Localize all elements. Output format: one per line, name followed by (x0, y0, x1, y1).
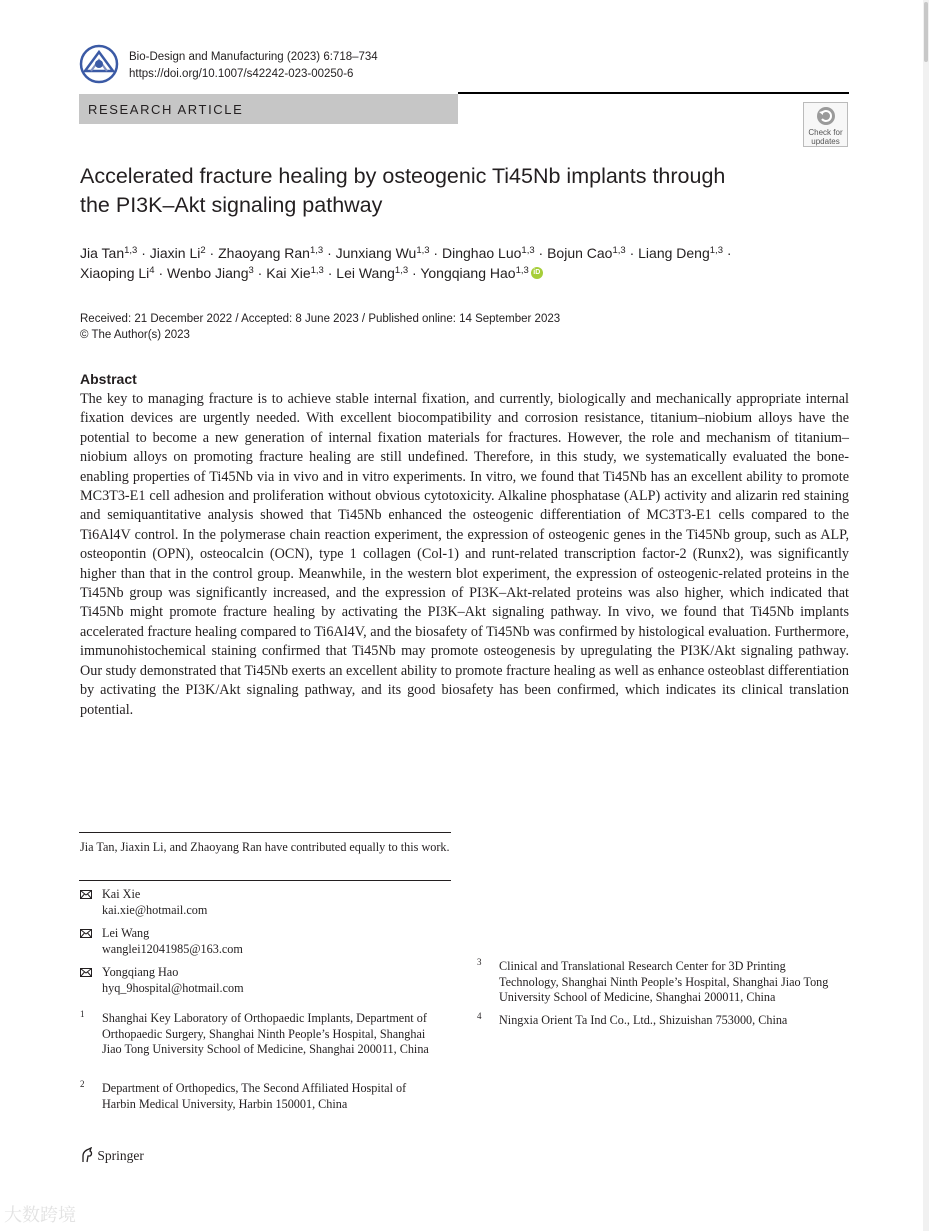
article-type-banner (79, 94, 458, 124)
article-type: RESEARCH ARTICLE (88, 102, 244, 117)
affiliation (80, 1081, 440, 1112)
author-list (80, 243, 840, 283)
affiliation-number: 3 (477, 957, 482, 967)
abstract-heading: Abstract (80, 371, 137, 387)
corresponding-name: Lei Wang (102, 926, 150, 940)
author[interactable]: Dinghao Luo$^{1,3}$ (442, 245, 535, 261)
author-line-2: Xiaoping $Li^4$ · Wenbo Jiang$^3$ · Kai Xie$^{1,3}$ · Lei Wang$^{1,3}$ · Yongqiang Hao$^{1,3}$ iD (80, 263, 840, 283)
scrollbar-thumb[interactable] (924, 2, 928, 62)
publication-dates (80, 311, 560, 343)
article-title (80, 162, 800, 220)
journal-logo (79, 44, 119, 84)
title-line-1: Accelerated fracture healing by osteogenic Ti45Nb implants through (80, 164, 726, 188)
watermark: 大数跨境 (4, 1205, 76, 1226)
author[interactable]: Xiaoping Li$^4$ (80, 265, 155, 281)
author[interactable]: Zhaoyang Ran$^{1,3}$ (218, 245, 324, 261)
corresponding-email[interactable]: kai.xie@hotmail.com (102, 902, 208, 917)
dates-line: Received: 21 December 2022 / Accepted: 8 June 2023 / Published online: 14 September 2023 (80, 313, 561, 325)
equal-contribution-note: Jia Tan, Jiaxin Li, and Zhaoyang Ran have contributed equally to this work. (80, 840, 450, 854)
copyright: © The Author(s) 2023 (80, 329, 190, 341)
journal-citation: Bio-Design and Manufacturing (2023) 6:718–734 (129, 51, 378, 63)
envelope-icon (80, 890, 92, 899)
envelope-icon (80, 929, 92, 938)
corresponding-name: Yongqiang Hao (102, 965, 179, 979)
author[interactable]: Junxiang Wu$^{1,3}$ (335, 245, 430, 261)
publisher-logo (80, 1147, 144, 1164)
envelope-icon (80, 968, 92, 977)
header-rule (458, 92, 849, 94)
corresponding-name: Kai Xie (102, 887, 141, 901)
check-updates-icon (816, 106, 836, 126)
author[interactable]: Kai Xie$^{1,3}$ (266, 265, 324, 281)
affiliation-number: 2 (80, 1079, 85, 1089)
affiliation (477, 1013, 837, 1029)
affiliation (80, 1011, 440, 1058)
journal-info (129, 49, 378, 83)
author[interactable]: Lei Wang$^{1,3}$ (336, 265, 409, 281)
corresponding-author (80, 926, 460, 957)
affiliation-text: Shanghai Key Laboratory of Orthopaedic Implants, Department of Orthopaedic Surgery, Shanghai Ninth People’s Hospital, Shanghai Jiao Tong University School of Medicine, Shanghai 200011, China (102, 1011, 429, 1057)
corresponding-author (80, 887, 460, 918)
author[interactable]: Jia Tan$^{1,3}$ (80, 245, 138, 261)
publisher-name: Springer (97, 1148, 144, 1163)
springer-horse-icon (80, 1147, 94, 1163)
check-updates-label: Check for updates (808, 128, 843, 146)
author[interactable]: Jiaxin Li$^2$ (149, 245, 206, 261)
author-line-1: Jia Tan$^{1,3}$ · Jiaxin $Li^2$ · Zhaoyang Ran$^{1,3}$ · Junxiang Wu$^{1,3}$ · Dinghao Luo$^{1,3}$ · Bojun Cao$^{1,3}$ · Liang Deng$^{1,3}$ · (80, 245, 732, 261)
orcid-icon[interactable]: iD (531, 267, 543, 279)
corresponding-email[interactable]: hyq_9hospital@hotmail.com (102, 980, 244, 995)
affiliation-text: Department of Orthopedics, The Second Affiliated Hospital of Harbin Medical University, Harbin 150001, China (102, 1081, 407, 1111)
check-for-updates-badge[interactable] (803, 102, 848, 147)
author[interactable]: Wenbo Jiang$^3$ (167, 265, 254, 281)
footnote-rule-bottom (79, 880, 451, 881)
affiliation-text: Ningxia Orient Ta Ind Co., Ltd., Shizuishan 753000, China (499, 1013, 788, 1027)
scrollbar[interactable] (923, 0, 929, 1231)
affiliation-number: 1 (80, 1009, 85, 1019)
affiliation-number: 4 (477, 1011, 482, 1021)
title-line-2: the PI3K–Akt signaling pathway (80, 193, 383, 217)
author[interactable]: Liang Deng$^{1,3}$ (638, 245, 723, 261)
corresponding-email[interactable]: wanglei12041985@163.com (102, 941, 243, 956)
author[interactable]: Yongqiang Hao$^{1,3}$ (420, 265, 529, 281)
author[interactable]: Bojun Cao$^{1,3}$ (547, 245, 626, 261)
footnote-rule-top (79, 832, 451, 833)
corresponding-author (80, 965, 460, 996)
abstract-text: The key to managing fracture is to achieve stable internal fixation, and currently, biologically and mechanically appropriate internal fixation devices are urgently needed. With excellent biocompatibility and corrosion resistance, titanium–niobium alloys have the potential to become a new generation of internal fixation materials for fractures. However, the role and mechanism of titanium–niobium alloys on promoting fracture healing are still undefined. Therefore, in this study, we systematically evaluated the bone-enabling properties of Ti45Nb via in vivo and in vitro experiments. In vitro, we found that Ti45Nb has an excellent ability to promote MC3T3-E1 cell adhesion and proliferation without obvious cytotoxicity. Alkaline phosphatase (ALP) activity and alizarin red staining and semiquantitative analysis showed that Ti45Nb enhanced the osteogenic differentiation of MC3T3-E1 cells compared to the Ti6Al4V control. In the polymerase chain reaction experiment, the expression of osteogenic genes in the Ti45Nb group, such as ALP, osteopontin (OPN), osteocalcin (OCN), type 1 collagen (Col-1) and runt-related transcription factor-2 (Runx2), was significantly higher than that in the control group. Meanwhile, in the western blot experiment, the expression of osteogenic-related proteins in the Ti45Nb group was significantly increased, and the expression of PI3K–Akt-related proteins was also higher, which indicated that Ti45Nb might promote fracture healing by activating the PI3K–Akt signaling pathway. In vivo, we found that Ti45Nb implants accelerated fracture healing compared to Ti6Al4V, and the biosafety of Ti45Nb was confirmed by histological evaluation. Furthermore, immunohistochemical staining confirmed that Ti45Nb may promote osteogenesis by upregulating the PI3K/Akt signaling pathway. Our study demonstrated that Ti45Nb exerts an excellent ability to promote fracture healing as well as enhance osteoblast differentiation by activating the PI3K/Akt signaling pathway, and its good biosafety has been confirmed, which indicates its clinical translation potential. (80, 391, 849, 718)
affiliation-text: Clinical and Translational Research Center for 3D Printing Technology, Shanghai Ninth People’s Hospital, Shanghai Jiao Tong University School of Medicine, Shanghai 200011, China (499, 959, 829, 1005)
doi-link[interactable]: https://doi.org/10.1007/s42242-023-00250-6 (129, 68, 354, 80)
affiliation (477, 959, 837, 1006)
